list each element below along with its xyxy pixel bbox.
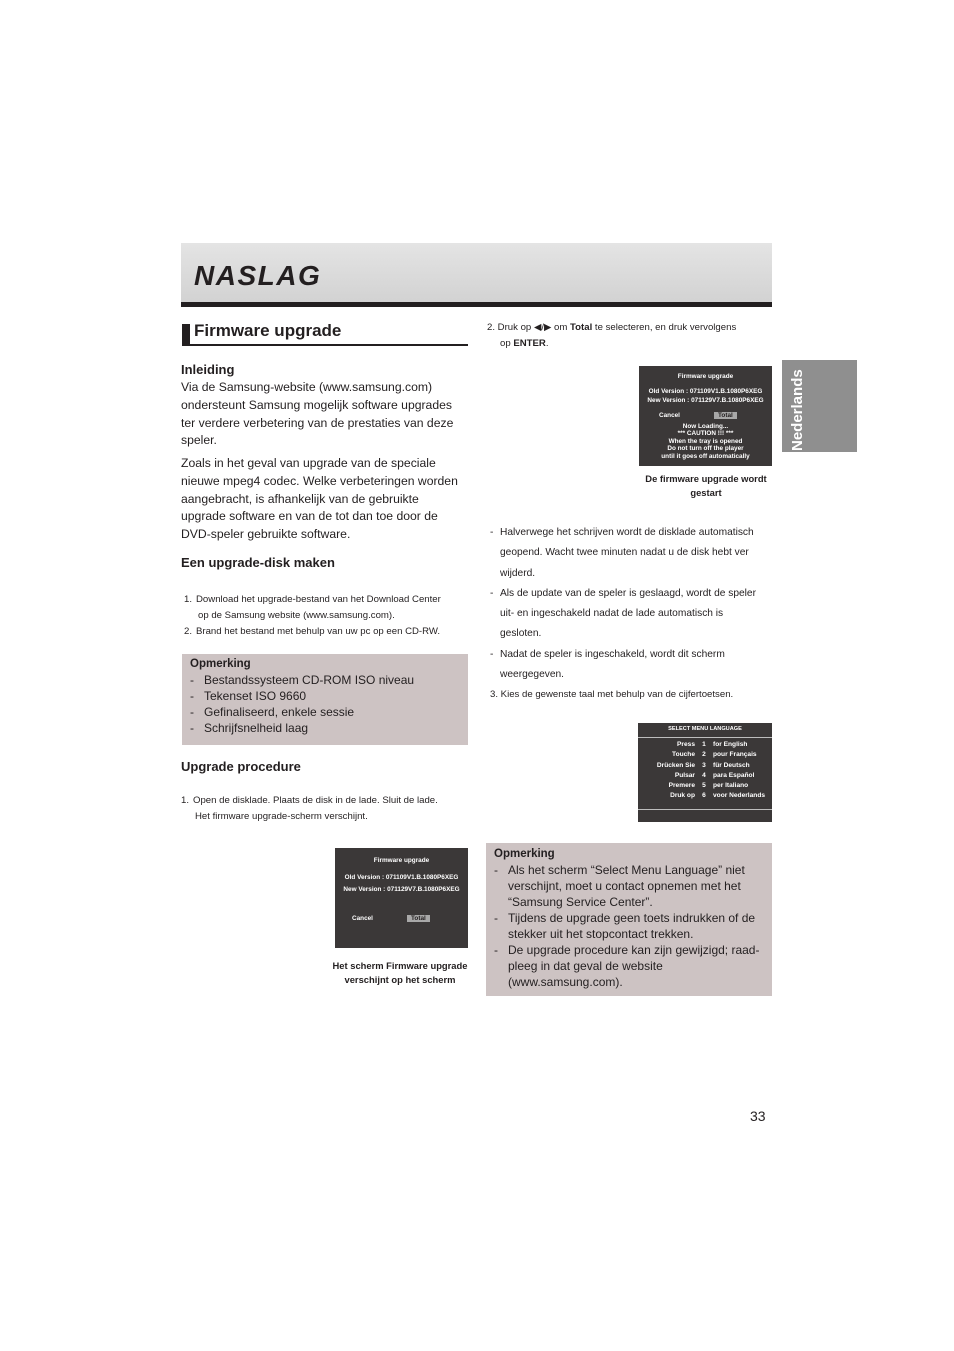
list-item: - Als het scherm “Select Menu Language” niet verschijnt, moet u contact opnemen met het “Samsung Service Center”. [494,863,745,909]
language-row: Premere 5 per Italiano [668,782,749,790]
language-row: Druk op 6 voor Nederlands [670,792,766,800]
section-title: Firmware upgrade [194,321,342,340]
note-box [182,654,468,745]
screen-1-caption: Het scherm Firmware upgrade verschijnt op het scherm [332,960,468,985]
firmware-screen-2 [639,366,772,466]
arrow-keys-icon: ◀/▶ [533,322,552,333]
section-rule [182,344,468,346]
intro-paragraph-2 [181,455,471,544]
step-number: 1. [184,594,193,605]
intro-heading: Inleiding [181,362,235,377]
step-2: 2. Druk op ◀/▶ om Total te selecteren, en druk vervolgens op ENTER. [487,322,737,349]
warning-text: When the tray is opened [668,437,743,445]
disk-steps [184,592,474,640]
note-list [494,862,764,990]
step-text: Het firmware upgrade-scherm verschijnt. [195,811,368,822]
list-item: - Nadat de speler is ingeschakeld, wordt dit scherm weergegeven. [490,648,725,681]
list-item: - Tekenset ISO 9660 [190,689,307,703]
step-number: 2. [184,626,193,637]
list-item: - Bestandssysteem CD-ROM ISO niveau [190,673,415,687]
text-line: Zoals in het geval van upgrade van de speciale [181,456,436,470]
step-number: 1. [181,795,190,806]
list-item: - Als de update van de speler is geslaagd, wordt de speler uit- en ingeschakeld nadat de lade automatisch is gesloten. [490,587,756,640]
cancel-option: Cancel [352,915,373,922]
warning-text: until it goes off automatically [661,452,750,460]
language-row: Drücken Sie 3 für Deutsch [656,761,750,769]
language-tab-label [784,426,876,454]
text-line: ter verdere verbetering van de prestaties van deze [181,415,454,430]
list-item: - Gefinaliseerd, enkele sessie [190,705,355,719]
list-item [181,793,471,825]
loading-text: Now Loading... [682,423,729,430]
firmware-screen-1 [335,848,468,948]
procedure-heading: Upgrade procedure [181,759,301,774]
note-box [486,843,772,996]
warning-text: Do not turn off the player [667,445,744,452]
list-item: - Tijdens de upgrade geen toets indrukken of de stekker uit het stopcontact trekken. [494,911,756,941]
note-title: Opmerking [190,658,251,670]
language-options [638,740,772,802]
text-line: speler. [181,433,217,448]
cancel-option: Cancel [659,412,680,419]
text-line: upgrade software en van de tot dan toe door de [181,509,438,524]
list-item: - Schrijfsnelheid laag [190,721,309,735]
step-text: Download het upgrade-bestand van het Download Center [196,594,441,605]
divider [638,737,772,738]
list-item: - Halverwege het schrijven wordt de disklade automatisch geopend. Wacht twee minuten nadat u de disk hebt ver wijderd. [490,527,754,579]
list-item [184,592,474,624]
page-number: 33 [750,1108,766,1124]
old-version: Old Version : 071109V1.B.1080P6XEG [344,874,459,881]
screen-title: SELECT MENU LANGUAGE [668,726,742,732]
note-title: Opmerking [494,848,555,860]
step-text: Open de disklade. Plaats de disk in de lade. Sluit de lade. [193,795,438,806]
new-version: New Version : 071129V7.B.1080P6XEG [343,886,460,893]
section-marker [182,324,190,345]
list-item [184,624,474,640]
note-list [190,672,460,736]
step-3: 3. Kies de gewenste taal met behulp van de cijfertoetsen. [490,689,734,700]
total-option: Total [407,915,430,922]
screen-2-caption: De firmware upgrade wordt gestart [645,473,767,498]
language-row: Press 1 for English [677,741,748,748]
step-text: Brand het bestand met behulp van uw pc op een CD-RW. [196,626,441,637]
old-version: Old Version : 071109V1.B.1080P6XEG [648,388,763,395]
divider [638,809,772,810]
screen-title: Firmware upgrade [677,373,734,380]
intro-paragraph-1 [181,379,471,450]
disk-heading: Een upgrade-disk maken [181,555,335,570]
text-line: nieuwe mpeg4 codec. Welke verbeteringen worden [181,473,458,488]
upgrade-notes-list [490,523,772,685]
new-version: New Version : 071129V7.B.1080P6XEG [647,397,764,404]
list-item: - De upgrade procedure kan zijn gewijzigd; raad- pleeg in dat geval de website (www.samsung.com). [494,943,760,989]
page-title: NASLAG [194,260,322,291]
language-select-screen [638,723,772,822]
screen-title: Firmware upgrade [373,857,430,864]
procedure-step-1 [181,793,471,825]
header-rule [181,302,772,307]
caution-text: *** CAUTION !!! *** [677,430,734,437]
text-line: DVD-speler gebruikte software. [181,527,351,542]
language-row: Touche 2 pour Français [672,751,757,759]
text-line: aangebracht, is afhankelijk van de gebruikte [181,491,419,506]
total-option: Total [714,412,737,419]
text-line: Via de Samsung-website (www.samsung.com) [181,380,433,394]
text-line: ondersteunt Samsung mogelijk software upgrades [181,397,452,412]
step-text: op de Samsung website (www.samsung.com). [198,610,395,621]
language-row: Pulsar 4 para Español [674,771,755,779]
